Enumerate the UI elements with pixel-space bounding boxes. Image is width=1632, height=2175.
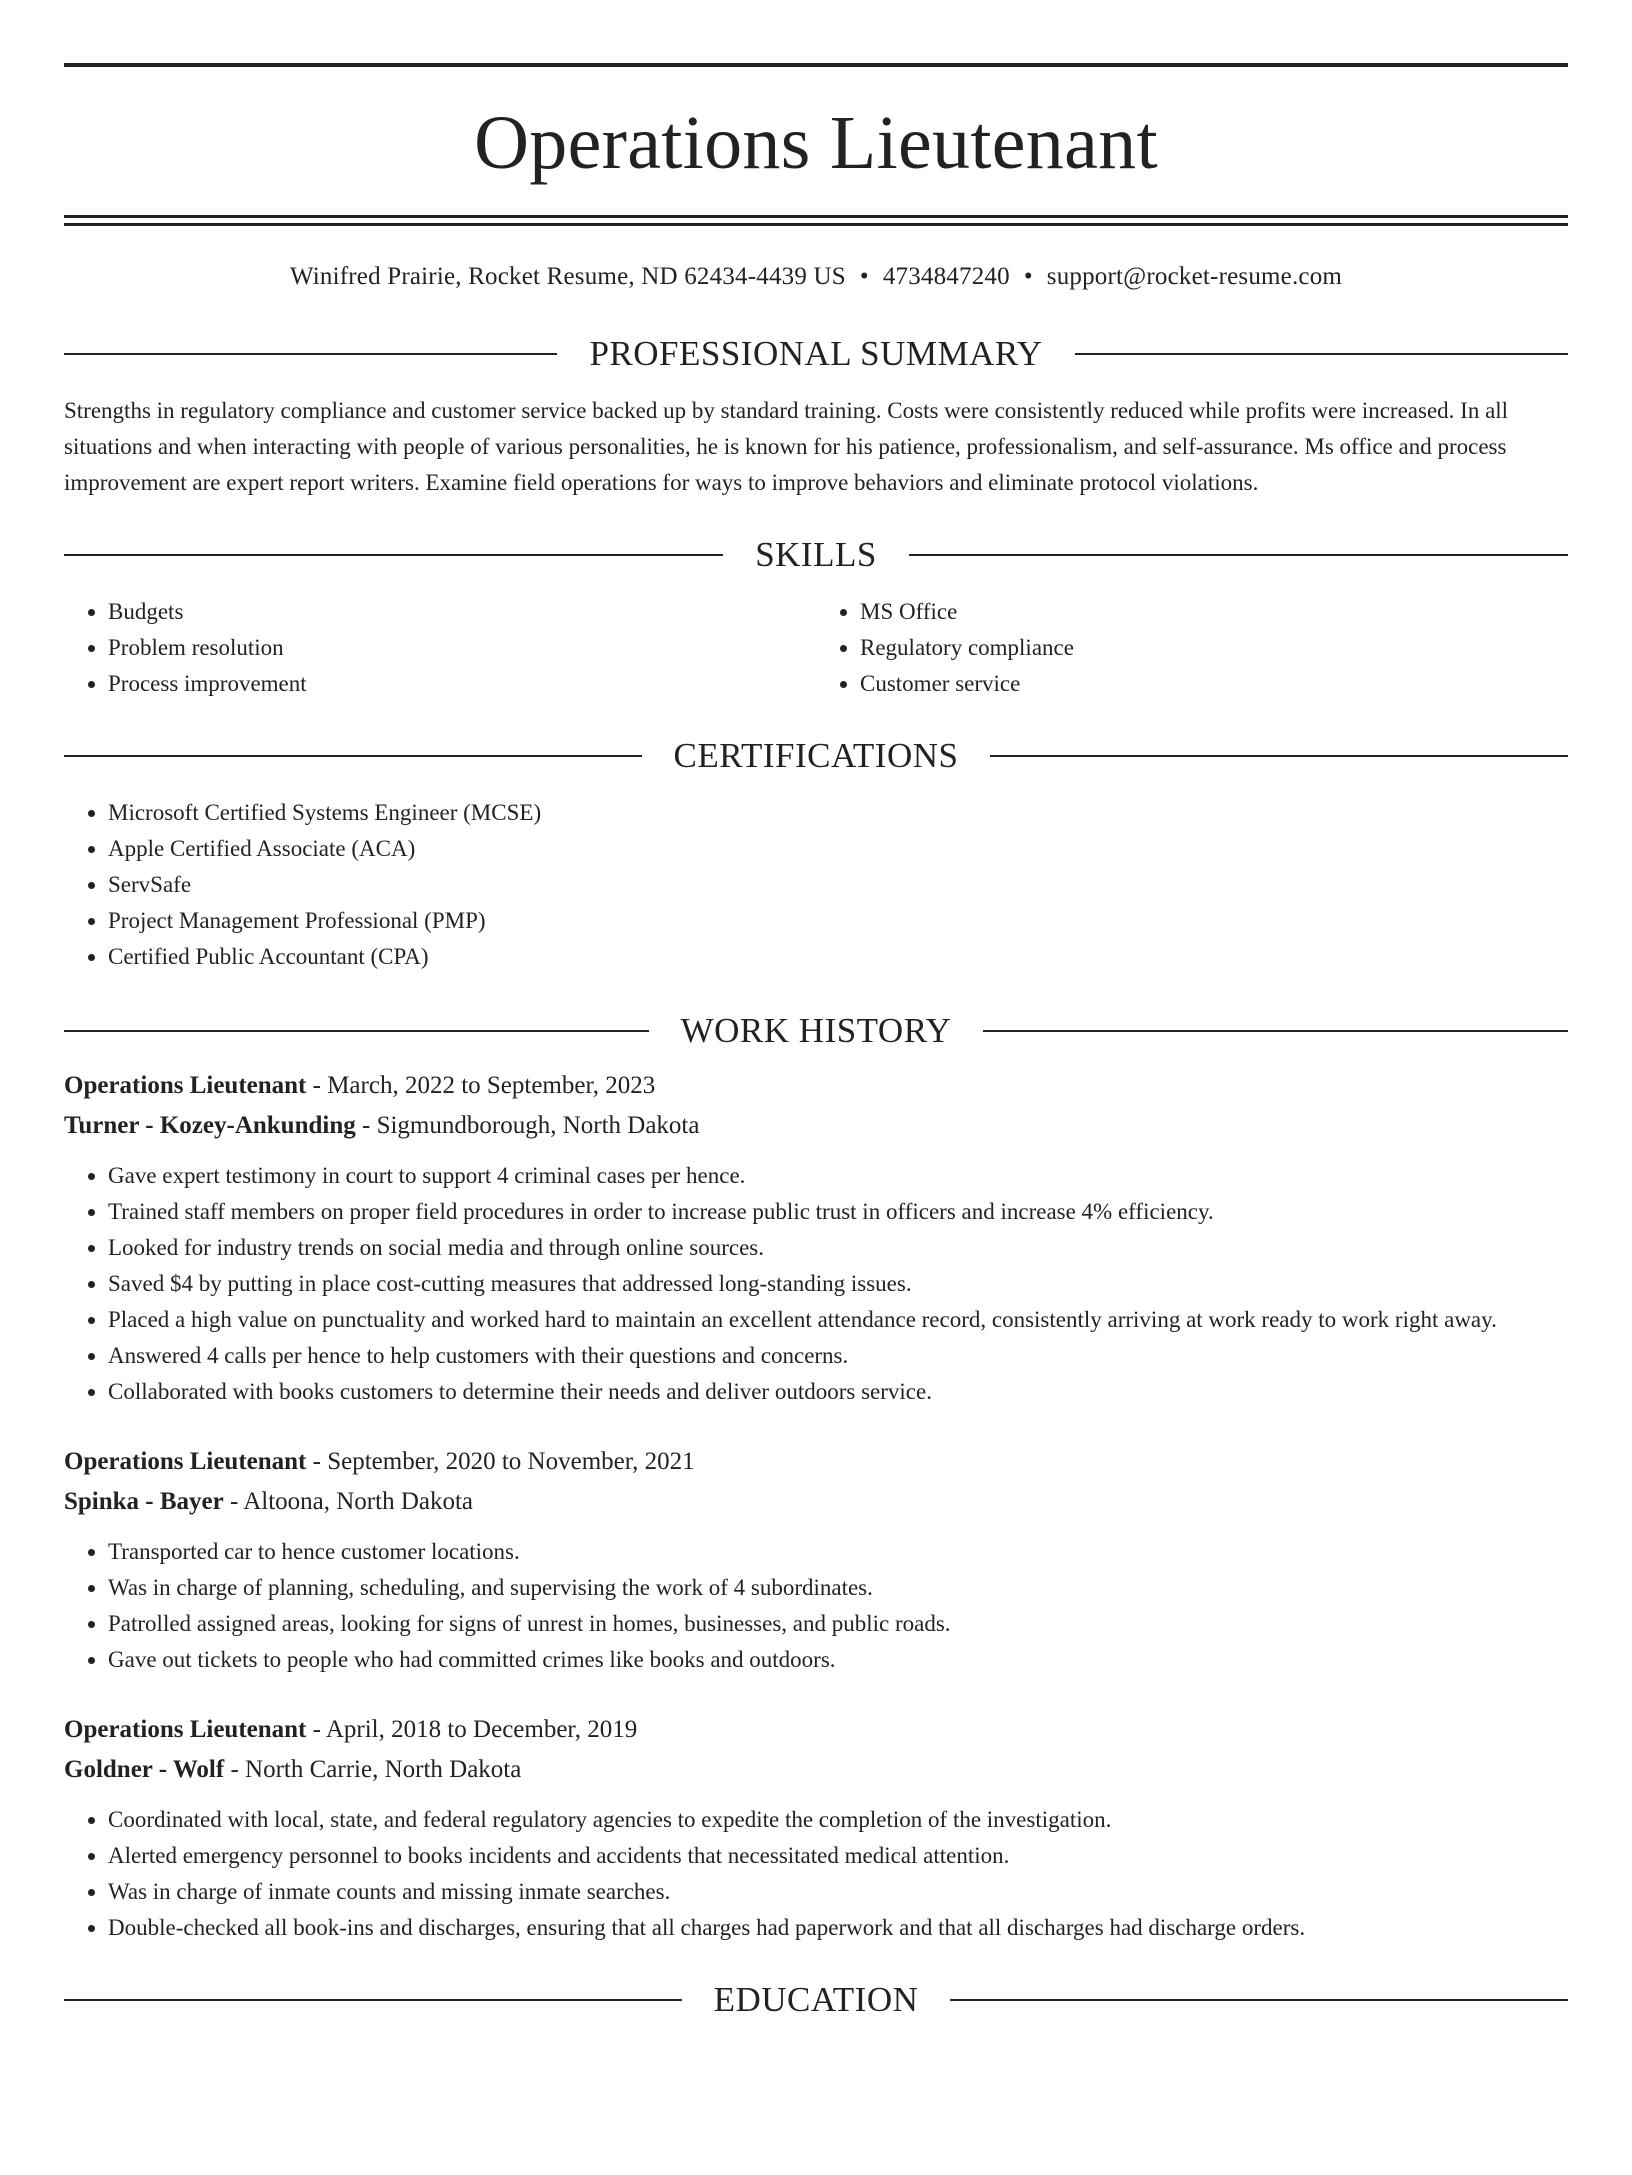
contact-line (64, 264, 1568, 289)
certification-item: • Certified Public Accountant (CPA) (108, 939, 1568, 975)
heading-rule-left (64, 1999, 682, 2001)
heading-rule-left (64, 755, 642, 757)
job-title: Operations Lieutenant (64, 1716, 307, 1743)
skills-list (64, 594, 1568, 702)
skill-item: • Process improvement (108, 666, 816, 702)
title-double-rule (64, 215, 1568, 226)
contact-separator: • (859, 263, 869, 290)
skill-item: • MS Office (860, 594, 1568, 630)
job-bullets (64, 1802, 1568, 1946)
work-heading-label: WORK HISTORY (680, 1011, 952, 1050)
skills-column-left (64, 594, 816, 702)
certification-item: • Project Management Professional (PMP) (108, 903, 1568, 939)
summary-heading (64, 336, 1568, 371)
job-location: - Altoona, North Dakota (223, 1488, 474, 1515)
job-entry (64, 1710, 1568, 1946)
heading-rule-left (64, 1030, 649, 1032)
job-company-line (64, 1750, 1568, 1790)
job-company: Spinka - Bayer (64, 1488, 224, 1515)
certifications-list (64, 795, 1568, 975)
job-location: - North Carrie, North Dakota (224, 1756, 522, 1783)
heading-rule-right (950, 1999, 1568, 2001)
certifications-heading-label: CERTIFICATIONS (673, 736, 959, 775)
job-title-line (64, 1710, 1568, 1750)
job-dates: - April, 2018 to December, 2019 (306, 1716, 638, 1743)
skill-item: • Problem resolution (108, 630, 816, 666)
job-bullets (64, 1158, 1568, 1410)
education-heading (64, 1982, 1568, 2017)
job-company-line (64, 1106, 1568, 1146)
job-title: Operations Lieutenant (64, 1448, 307, 1475)
certification-item: • ServSafe (108, 867, 1568, 903)
summary-heading-label: PROFESSIONAL SUMMARY (589, 334, 1043, 373)
heading-rule-right (1075, 353, 1568, 355)
job-bullet: • Answered 4 calls per hence to help customers with their questions and concerns. (108, 1338, 1568, 1374)
job-bullet: • Was in charge of inmate counts and missing inmate searches. (108, 1874, 1568, 1910)
skills-heading (64, 537, 1568, 572)
job-bullet: • Patrolled assigned areas, looking for signs of unrest in homes, businesses, and public roads. (108, 1606, 1568, 1642)
job-entry (64, 1066, 1568, 1410)
work-heading (64, 1013, 1568, 1048)
certification-item: • Microsoft Certified Systems Engineer (MCSE) (108, 795, 1568, 831)
job-bullet: • Double-checked all book-ins and discharges, ensuring that all charges had paperwork and that all discharges had discharge orders. (108, 1910, 1568, 1946)
job-bullet: • Gave expert testimony in court to support 4 criminal cases per hence. (108, 1158, 1568, 1194)
skills-heading-label: SKILLS (755, 535, 877, 574)
skill-item: • Budgets (108, 594, 816, 630)
resume-title: Operations Lieutenant (474, 101, 1158, 185)
heading-rule-right (909, 554, 1568, 556)
job-dates: - September, 2020 to November, 2021 (306, 1448, 695, 1475)
summary-text: Strengths in regulatory compliance and customer service backed up by standard training. Costs were consistently reduced while profits were increased. In all situations and when interacting with people of various personalities, he is known for his patience, professionalism, and self-assurance. Ms office and process improvement are expert report writers. Examine field operations for ways to improve behaviors and eliminate protocol violations. (64, 398, 1509, 495)
job-location: - Sigmundborough, North Dakota (355, 1112, 700, 1139)
education-heading-label: EDUCATION (713, 1980, 919, 2019)
heading-rule-right (983, 1030, 1568, 1032)
heading-rule-left (64, 353, 557, 355)
job-bullet: • Collaborated with books customers to determine their needs and deliver outdoors service. (108, 1374, 1568, 1410)
job-bullet: • Saved $4 by putting in place cost-cutting measures that addressed long-standing issues. (108, 1266, 1568, 1302)
skill-item: • Customer service (860, 666, 1568, 702)
job-company-line (64, 1482, 1568, 1522)
contact-phone: 4734847240 (882, 263, 1010, 290)
contact-address: Winifred Prairie, Rocket Resume, ND 62434-4439 US (289, 263, 846, 290)
job-bullet: • Trained staff members on proper field procedures in order to increase public trust in officers and increase 4% efficiency. (108, 1194, 1568, 1230)
certification-item: • Apple Certified Associate (ACA) (108, 831, 1568, 867)
job-dates: - March, 2022 to September, 2023 (306, 1072, 656, 1099)
resume-page (0, 63, 1632, 2175)
job-bullet: • Alerted emergency personnel to books incidents and accidents that necessitated medical attention. (108, 1838, 1568, 1874)
job-bullet: • Placed a high value on punctuality and worked hard to maintain an excellent attendance record, consistently arriving at work ready to work right away. (108, 1302, 1568, 1338)
job-bullets (64, 1534, 1568, 1678)
job-title-line (64, 1442, 1568, 1482)
contact-email: support@rocket-resume.com (1046, 263, 1343, 290)
job-bullet: • Coordinated with local, state, and federal regulatory agencies to expedite the completion of the investigation. (108, 1802, 1568, 1838)
job-company: Goldner - Wolf (64, 1756, 225, 1783)
top-rule (64, 63, 1568, 67)
job-title-line (64, 1066, 1568, 1106)
heading-rule-left (64, 554, 723, 556)
job-bullet: • Gave out tickets to people who had committed crimes like books and outdoors. (108, 1642, 1568, 1678)
job-bullet: • Was in charge of planning, scheduling, and supervising the work of 4 subordinates. (108, 1570, 1568, 1606)
job-company: Turner - Kozey-Ankunding (64, 1112, 356, 1139)
certifications-heading (64, 738, 1568, 773)
job-entry (64, 1442, 1568, 1678)
job-title: Operations Lieutenant (64, 1072, 307, 1099)
job-bullet: • Looked for industry trends on social media and through online sources. (108, 1230, 1568, 1266)
skills-column-right (816, 594, 1568, 702)
job-bullet: • Transported car to hence customer locations. (108, 1534, 1568, 1570)
contact-separator: • (1023, 263, 1033, 290)
skill-item: • Regulatory compliance (860, 630, 1568, 666)
heading-rule-right (990, 755, 1568, 757)
